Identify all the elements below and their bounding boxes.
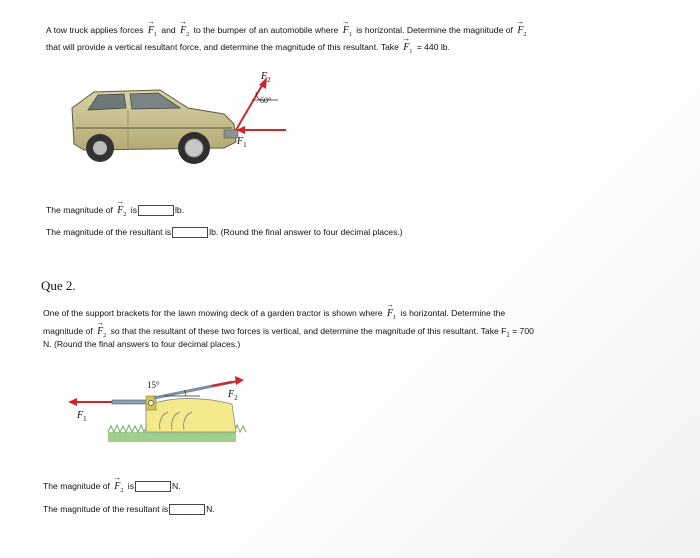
q1-problem-line2 (46, 41, 450, 58)
q1-f2-label: $F_2$ (261, 71, 271, 84)
answer-label: The magnitude of the resultant is (43, 504, 169, 514)
q1-text: to the bumper of an automobile where (193, 25, 339, 35)
q1-answer-f2-row (46, 204, 184, 221)
vector-f1: → $F_1$ (385, 308, 398, 324)
q1-f1-label: $F_1$ (237, 136, 247, 149)
answer-label: The magnitude of (43, 481, 110, 491)
vector-f1: → $F_1$ (401, 42, 414, 58)
force-f2-arrow (212, 381, 238, 386)
q1-text: that will provide a vertical resultant force, and determine the magnitude of this resultant. Take (46, 42, 399, 52)
q2-text: = 700 (512, 326, 534, 336)
answer-label: is (127, 481, 134, 491)
vector-f1: → $F_1$ (341, 25, 354, 41)
vector-f2: → $F_2$ (115, 205, 128, 221)
q2-f1-label: $F_1$ (77, 410, 87, 423)
q2-f2-label: $F_2$ (228, 389, 238, 402)
q2-answer-f2-row (43, 480, 181, 497)
car-hubcap (93, 141, 107, 155)
answer-label: The magnitude of (46, 205, 113, 215)
arrowhead-icon (235, 376, 244, 385)
vector-f2: → $F_2$ (178, 25, 191, 41)
q2-text: is horizontal. Determine the (400, 308, 506, 318)
q2-heading: Que 2. (41, 278, 76, 293)
vector-f2: → $F_2$ (95, 326, 108, 342)
q1-text: and (161, 25, 176, 35)
q2-problem-line3: N. (Round the final answers to four decimal places.) (43, 339, 241, 349)
q1-text: A tow truck applies forces (46, 25, 144, 35)
q2-text: 1 (506, 332, 510, 339)
q1-text: = 440 lb. (416, 42, 450, 52)
car-bumper (224, 130, 238, 138)
q2-text: so that the resultant of these two forces is vertical, and determine the magnitude of this resultant. Take F (110, 326, 507, 336)
q1-resultant-input[interactable] (172, 227, 208, 238)
q2-angle-label: 15° (147, 380, 160, 390)
vector-f1: → $F_1$ (146, 25, 159, 41)
q1-f2-magnitude-input[interactable] (138, 205, 174, 216)
q1-answer-resultant-row (46, 226, 403, 238)
car-hubcap (185, 139, 203, 157)
vector-f2: → $F_2$ (112, 481, 125, 497)
unit-label: lb. (Round the final answer to four decimal places.) (209, 227, 403, 237)
q1-angle-label: 60° (260, 96, 272, 105)
force-f2-arrow (236, 82, 264, 130)
pivot-icon (149, 401, 154, 406)
unit-label: N. (206, 504, 215, 514)
grass (108, 432, 236, 442)
q1-text: is horizontal. Determine the magnitude of (356, 25, 513, 35)
unit-label: N. (172, 481, 181, 491)
answer-label: is (130, 205, 137, 215)
vector-f2: → $F_2$ (515, 25, 528, 41)
q1-problem-line1 (46, 24, 528, 41)
unit-label: lb. (175, 205, 185, 215)
q2-answer-resultant-row (43, 503, 215, 515)
answer-label: The magnitude of the resultant is (46, 227, 172, 237)
q2-resultant-input[interactable] (169, 504, 205, 515)
arrowhead-icon (68, 398, 77, 406)
q2-f2-magnitude-input[interactable] (135, 481, 171, 492)
q2-problem-line1 (43, 307, 505, 324)
q2-text: One of the support brackets for the lawn mowing deck of a garden tractor is shown where (43, 308, 383, 318)
q2-text: magnitude of (43, 326, 93, 336)
